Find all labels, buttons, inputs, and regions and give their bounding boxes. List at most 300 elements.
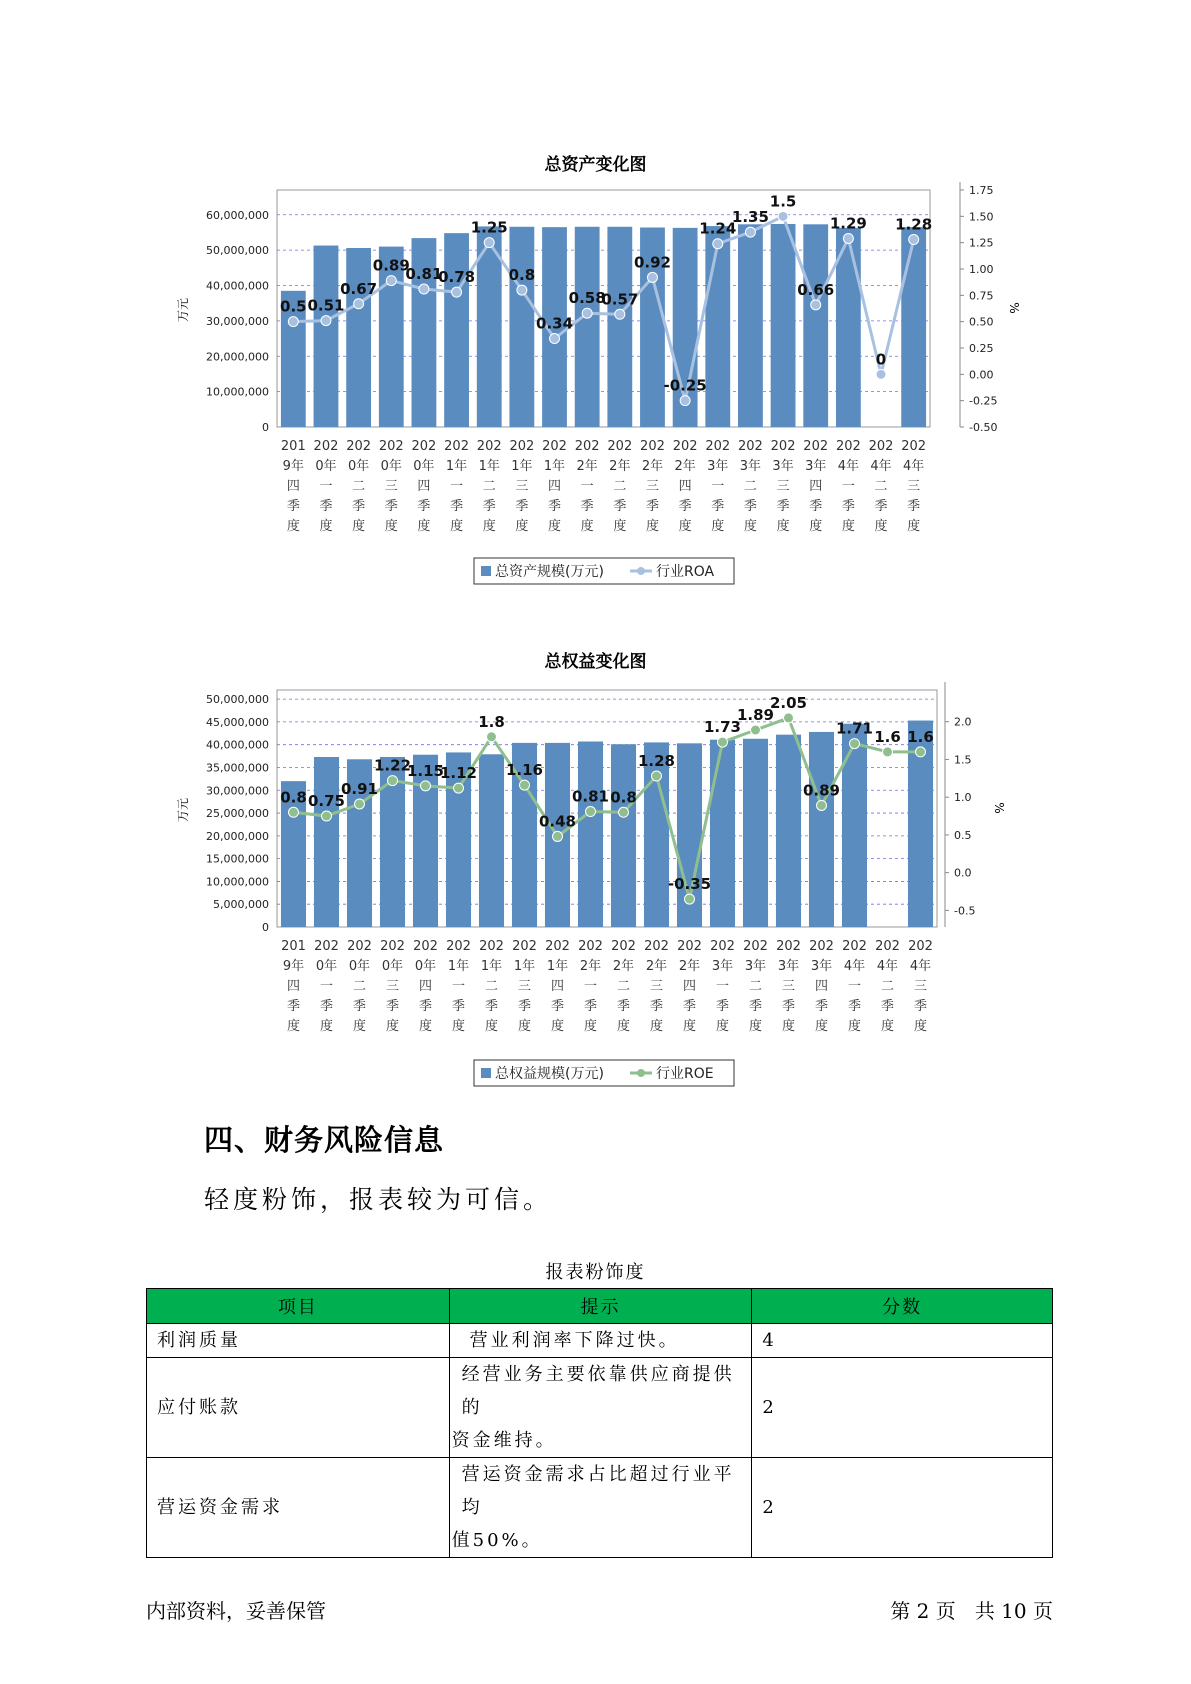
y-right-tick-label: 0.50	[969, 315, 994, 329]
x-tick-label: 3年	[707, 459, 729, 474]
x-tick-label: 度	[682, 1019, 697, 1034]
x-tick-label: 0年	[380, 459, 402, 474]
x-tick-label: 三	[384, 479, 398, 494]
legend-bar-swatch	[481, 1068, 491, 1078]
x-tick-label: 三	[645, 479, 659, 494]
x-tick-label: 度	[484, 1019, 499, 1034]
x-tick-label: 202	[640, 439, 665, 454]
legend-bar-label: 总资产规模(万元)	[495, 564, 604, 580]
data-label: -0.25	[663, 376, 707, 395]
x-tick-label: 202	[607, 439, 633, 454]
data-label: 0.89	[372, 256, 410, 275]
line-point	[289, 807, 299, 817]
line-point	[916, 747, 926, 757]
x-tick-label: 季	[286, 499, 300, 514]
x-tick-label: 度	[286, 1019, 301, 1034]
x-tick-label: 202	[677, 939, 702, 954]
x-tick-label: 202	[476, 439, 502, 454]
bar	[743, 739, 768, 927]
y-right-tick-label: 0.25	[969, 342, 994, 355]
y-left-tick-label: 35,000,000	[206, 761, 269, 775]
header-item: 项目	[147, 1289, 450, 1324]
x-tick-label: 季	[418, 999, 433, 1014]
x-tick-label: 4年	[876, 959, 899, 974]
line-point	[619, 807, 629, 817]
x-tick-label: 季	[451, 999, 466, 1014]
data-label: 0.89	[802, 781, 841, 800]
x-tick-label: 四	[809, 479, 823, 494]
x-tick-label: 202	[611, 939, 636, 954]
x-tick-label: 季	[550, 999, 565, 1014]
line-point	[322, 811, 332, 821]
x-tick-label: 一	[319, 979, 334, 994]
x-tick-label: 2年	[579, 959, 602, 974]
x-tick-label: 二	[748, 979, 763, 994]
x-tick-label: 4年	[870, 459, 892, 474]
x-tick-label: 度	[583, 1019, 598, 1034]
table-row	[147, 1324, 1053, 1358]
x-tick-label: 202	[842, 939, 867, 954]
x-tick-label: 0年	[315, 459, 337, 474]
x-tick-label: 季	[580, 499, 594, 514]
x-tick-label: 季	[682, 999, 697, 1014]
y-left-tick-label: 0	[262, 921, 269, 934]
x-tick-label: 度	[847, 1019, 862, 1034]
legend-line-label: 行业ROA	[656, 564, 715, 580]
y-right-tick-label: 0.00	[969, 368, 994, 382]
x-tick-label: 四	[286, 979, 301, 994]
data-label: -0.35	[667, 875, 712, 894]
line-point	[487, 732, 497, 742]
row-hint	[449, 1358, 752, 1458]
x-tick-label: 三	[776, 479, 790, 494]
x-tick-label: 4年	[843, 959, 866, 974]
x-tick-label: 季	[613, 499, 627, 514]
data-label: 0.81	[405, 265, 443, 284]
line-point	[784, 713, 794, 723]
x-tick-label: 二	[613, 479, 627, 494]
x-tick-label: 四	[678, 479, 692, 494]
data-label: 0.48	[538, 812, 577, 831]
x-tick-label: 度	[907, 519, 921, 534]
data-label: 2.05	[769, 693, 808, 712]
data-label: 1.15	[406, 761, 445, 780]
data-label: 1.8	[478, 712, 505, 731]
x-tick-label: 度	[645, 519, 659, 534]
x-tick-label: 1年	[513, 959, 536, 974]
line-point	[454, 783, 464, 793]
bar	[578, 742, 603, 927]
y-right-tick-label: 1.00	[969, 263, 994, 276]
x-tick-label: 度	[743, 519, 757, 534]
x-tick-label: 0年	[413, 459, 435, 474]
x-tick-label: 202	[710, 939, 735, 954]
x-tick-label: 2年	[645, 959, 668, 974]
x-tick-label: 202	[314, 939, 339, 954]
data-label: 0.75	[307, 792, 346, 811]
x-tick-label: 202	[705, 439, 731, 454]
x-tick-label: 一	[450, 479, 464, 494]
line-point	[718, 737, 728, 747]
section-summary: 轻度粉饰，报表较为可信。	[204, 1185, 553, 1214]
x-tick-label: 一	[583, 979, 598, 994]
data-label: 1.25	[470, 218, 508, 237]
row-score: 2	[752, 1358, 1053, 1458]
x-tick-label: 0年	[347, 459, 370, 474]
x-tick-label: 202	[868, 439, 894, 454]
row-hint	[449, 1324, 752, 1358]
x-tick-label: 2年	[612, 959, 635, 974]
x-tick-label: 202	[542, 439, 567, 454]
y-right-tick-label: 1.75	[969, 184, 994, 197]
table-row	[147, 1358, 1053, 1458]
bar	[314, 757, 339, 927]
x-tick-label: 0年	[381, 959, 404, 974]
x-tick-label: 1年	[511, 459, 533, 474]
y-right-tick-label: 0.5	[954, 828, 972, 842]
y-left-tick-label: 50,000,000	[206, 244, 269, 258]
data-label: 0.57	[601, 290, 639, 309]
y-right-axis-title: %	[992, 802, 1006, 814]
x-tick-label: 季	[847, 999, 862, 1014]
y-right-tick-label: 2.0	[954, 715, 972, 729]
y-left-tick-label: 30,000,000	[206, 784, 269, 798]
x-tick-label: 度	[616, 1019, 631, 1034]
x-tick-label: 202	[578, 939, 603, 954]
x-tick-label: 季	[809, 499, 823, 514]
x-tick-label: 202	[875, 939, 900, 954]
legend-line-marker	[637, 1069, 645, 1077]
y-left-tick-label: 5,000,000	[213, 898, 269, 912]
bar	[644, 742, 669, 927]
x-tick-label: 季	[649, 999, 664, 1014]
section-heading: 四、财务风险信息	[204, 1123, 445, 1157]
x-tick-label: 201	[281, 939, 306, 954]
risk-table	[146, 1288, 1053, 1558]
data-label: 1.22	[373, 756, 412, 775]
x-tick-label: 3年	[777, 959, 800, 974]
y-left-tick-label: 10,000,000	[206, 385, 269, 399]
data-label: 1.12	[439, 764, 478, 783]
data-label: 1.16	[505, 761, 544, 780]
line-point	[685, 894, 695, 904]
x-tick-label: 一	[847, 979, 862, 994]
x-tick-label: 季	[417, 499, 431, 514]
x-tick-label: 季	[645, 499, 659, 514]
x-tick-label: 季	[748, 999, 763, 1014]
x-tick-label: 202	[738, 439, 763, 454]
x-tick-label: 季	[743, 499, 757, 514]
x-tick-label: 一	[841, 479, 855, 494]
data-label: 0.8	[280, 788, 307, 807]
x-tick-label: 四	[814, 979, 829, 994]
x-tick-label: 季	[715, 999, 730, 1014]
x-tick-label: 季	[319, 499, 333, 514]
x-tick-label: 9年	[282, 459, 304, 474]
y-left-axis-title: 万元	[176, 297, 190, 323]
x-tick-label: 二	[352, 479, 366, 494]
data-label: 0.58	[568, 289, 606, 308]
x-tick-label: 季	[874, 499, 888, 514]
bar	[479, 754, 504, 927]
x-tick-label: 季	[517, 999, 532, 1014]
row-hint-line: 营业利润率下降过快。	[469, 1330, 680, 1351]
y-right-tick-label: 0.0	[954, 866, 972, 880]
x-tick-label: 2年	[674, 459, 696, 474]
x-tick-label: 度	[451, 1019, 466, 1034]
x-tick-label: 二	[743, 479, 757, 494]
x-tick-label: 度	[781, 1019, 796, 1034]
data-label: 1.28	[895, 215, 933, 234]
y-left-tick-label: 25,000,000	[206, 807, 269, 821]
data-label: 1.35	[731, 208, 769, 227]
x-tick-label: 0年	[315, 959, 338, 974]
x-tick-label: 季	[711, 499, 725, 514]
x-tick-label: 度	[880, 1019, 895, 1034]
x-tick-label: 一	[715, 979, 730, 994]
data-label: 1.24	[699, 219, 737, 238]
x-tick-label: 202	[512, 939, 537, 954]
row-item: 应付账款	[147, 1358, 450, 1458]
x-tick-label: 度	[548, 519, 562, 534]
x-tick-label: 季	[450, 499, 464, 514]
x-tick-label: 202	[908, 939, 933, 954]
x-tick-label: 度	[450, 519, 464, 534]
x-tick-label: 季	[616, 999, 631, 1014]
legend-bar-label: 总权益规模(万元)	[495, 1066, 604, 1082]
line-point	[421, 781, 431, 791]
x-tick-label: 季	[352, 499, 366, 514]
x-tick-label: 9年	[282, 959, 305, 974]
x-tick-label: 三	[385, 979, 400, 994]
x-tick-label: 202	[347, 939, 372, 954]
x-tick-label: 202	[574, 439, 600, 454]
x-tick-label: 三	[781, 979, 796, 994]
line-point	[817, 800, 827, 810]
x-tick-label: 季	[841, 499, 855, 514]
x-tick-label: 三	[649, 979, 664, 994]
x-tick-label: 1年	[480, 959, 503, 974]
data-label: 0	[875, 350, 887, 369]
x-tick-label: 一	[451, 979, 466, 994]
x-tick-label: 度	[384, 519, 398, 534]
x-tick-label: 202	[644, 939, 669, 954]
x-tick-label: 度	[913, 1019, 928, 1034]
data-label: 1.89	[736, 706, 775, 725]
chart-title-equity: 总权益变化图	[544, 652, 647, 672]
x-tick-label: 202	[313, 439, 339, 454]
line-point	[751, 725, 761, 735]
x-tick-label: 二	[482, 479, 496, 494]
x-tick-label: 季	[384, 499, 398, 514]
bar	[809, 732, 834, 927]
bar	[710, 740, 735, 927]
x-tick-label: 202	[835, 439, 861, 454]
x-tick-label: 度	[841, 519, 855, 534]
x-tick-label: 202	[776, 939, 801, 954]
data-label: 0.8	[610, 788, 637, 807]
line-point	[553, 831, 563, 841]
header-hint: 提示	[449, 1289, 752, 1324]
x-tick-label: 202	[901, 439, 927, 454]
y-left-tick-label: 60,000,000	[206, 208, 269, 222]
x-tick-label: 度	[319, 1019, 334, 1034]
y-right-tick-label: 0.75	[969, 289, 994, 303]
data-label: 0.81	[571, 787, 610, 806]
x-tick-label: 四	[550, 979, 565, 994]
data-label: 1.6	[874, 727, 901, 746]
x-tick-label: 四	[682, 979, 697, 994]
y-right-tick-label: 1.0	[954, 791, 972, 805]
data-label: 0.5	[280, 297, 307, 316]
table-header-row	[147, 1289, 1053, 1324]
y-left-tick-label: 10,000,000	[206, 875, 269, 889]
x-tick-label: 度	[711, 519, 725, 534]
x-tick-label: 四	[286, 479, 300, 494]
x-tick-label: 度	[874, 519, 888, 534]
x-tick-label: 3年	[810, 959, 833, 974]
table-row	[147, 1458, 1053, 1558]
data-label: 0.51	[307, 296, 345, 315]
x-tick-label: 季	[781, 999, 796, 1014]
x-tick-label: 度	[352, 1019, 367, 1034]
x-tick-label: 季	[678, 499, 692, 514]
x-tick-label: 202	[413, 939, 438, 954]
line-point	[850, 739, 860, 749]
row-hint-line: 营运资金需求占比超过行业平均	[461, 1464, 735, 1518]
y-left-tick-label: 40,000,000	[206, 279, 269, 293]
line-point	[586, 807, 596, 817]
data-label: 1.71	[835, 719, 874, 738]
x-tick-label: 季	[880, 999, 895, 1014]
x-tick-label: 202	[672, 439, 698, 454]
data-label: 1.29	[829, 214, 867, 233]
data-label: 0.66	[797, 280, 835, 299]
row-item: 营运资金需求	[147, 1458, 450, 1558]
x-tick-label: 四	[548, 479, 562, 494]
row-score: 2	[752, 1458, 1053, 1558]
y-left-tick-label: 20,000,000	[206, 829, 269, 843]
row-item: 利润质量	[147, 1324, 450, 1358]
x-tick-label: 度	[814, 1019, 829, 1034]
x-tick-label: 0年	[348, 959, 371, 974]
line-point	[652, 771, 662, 781]
x-tick-label: 一	[319, 479, 333, 494]
x-tick-label: 二	[352, 979, 367, 994]
header-score: 分数	[752, 1289, 1053, 1324]
data-label: 0.8	[508, 266, 536, 285]
y-right-tick-label: -0.5	[954, 904, 976, 918]
bar	[776, 735, 801, 927]
data-label: 0.91	[340, 779, 379, 798]
x-tick-label: 季	[913, 999, 928, 1014]
x-tick-label: 2年	[678, 959, 701, 974]
y-left-tick-label: 30,000,000	[206, 314, 269, 328]
x-tick-label: 3年	[805, 459, 827, 474]
x-tick-label: 度	[286, 519, 300, 534]
x-tick-label: 季	[814, 999, 829, 1014]
x-tick-label: 季	[776, 499, 790, 514]
x-tick-label: 二	[616, 979, 631, 994]
bar	[842, 724, 867, 927]
data-label: 0.34	[536, 314, 574, 333]
data-label: 0.67	[340, 279, 378, 298]
x-tick-label: 季	[319, 999, 334, 1014]
y-left-axis-title: 万元	[176, 797, 190, 823]
bar	[611, 744, 636, 927]
y-left-tick-label: 15,000,000	[206, 852, 269, 866]
y-left-tick-label: 45,000,000	[206, 715, 269, 729]
x-tick-label: 202	[378, 439, 404, 454]
x-tick-label: 1年	[478, 459, 500, 474]
x-tick-label: 一	[580, 479, 594, 494]
x-tick-label: 度	[482, 519, 496, 534]
line-point	[388, 776, 398, 786]
x-tick-label: 2年	[609, 459, 631, 474]
x-tick-label: 季	[286, 999, 301, 1014]
y-left-tick-label: 20,000,000	[206, 350, 269, 364]
x-tick-label: 202	[346, 439, 372, 454]
table-caption: 报表粉饰度	[545, 1262, 646, 1283]
x-tick-label: 202	[803, 439, 829, 454]
x-tick-label: 202	[809, 939, 834, 954]
x-tick-label: 季	[907, 499, 921, 514]
y-right-tick-label: -0.25	[969, 394, 998, 408]
x-tick-label: 度	[748, 1019, 763, 1034]
y-left-tick-label: 0	[262, 421, 269, 434]
y-right-tick-label: 1.5	[954, 753, 972, 767]
x-tick-label: 度	[776, 519, 790, 534]
x-tick-label: 度	[678, 519, 692, 534]
x-tick-label: 1年	[543, 459, 566, 474]
x-tick-label: 1年	[447, 959, 470, 974]
footer-page-number: 第 2 页 共 10 页	[890, 1599, 1053, 1623]
x-tick-label: 202	[380, 939, 405, 954]
x-tick-label: 202	[479, 939, 504, 954]
x-tick-label: 度	[580, 519, 594, 534]
line-point	[520, 780, 530, 790]
x-tick-label: 度	[319, 519, 333, 534]
x-tick-label: 度	[515, 519, 529, 534]
x-tick-label: 度	[715, 1019, 730, 1034]
x-tick-label: 四	[417, 479, 431, 494]
x-tick-label: 度	[417, 519, 431, 534]
x-tick-label: 202	[545, 939, 570, 954]
x-tick-label: 季	[583, 999, 598, 1014]
x-tick-label: 3年	[744, 959, 767, 974]
x-tick-label: 3年	[739, 459, 762, 474]
x-tick-label: 度	[809, 519, 823, 534]
x-tick-label: 季	[484, 999, 499, 1014]
x-tick-label: 季	[548, 499, 562, 514]
x-tick-label: 1年	[546, 959, 569, 974]
x-tick-label: 三	[517, 979, 532, 994]
data-label: 1.28	[637, 752, 676, 771]
row-hint-line: 经营业务主要依靠供应商提供的	[461, 1364, 735, 1418]
x-tick-label: 三	[515, 479, 529, 494]
x-tick-label: 度	[613, 519, 627, 534]
x-tick-label: 3年	[772, 459, 794, 474]
x-tick-label: 2年	[641, 459, 664, 474]
x-tick-label: 二	[874, 479, 888, 494]
x-tick-label: 202	[770, 439, 796, 454]
x-tick-label: 4年	[909, 959, 932, 974]
y-right-tick-label: 1.25	[969, 236, 994, 250]
x-tick-label: 202	[446, 939, 471, 954]
x-tick-label: 202	[444, 439, 469, 454]
x-tick-label: 202	[743, 939, 768, 954]
footer-confidential: 内部资料，妥善保管	[146, 1599, 326, 1623]
